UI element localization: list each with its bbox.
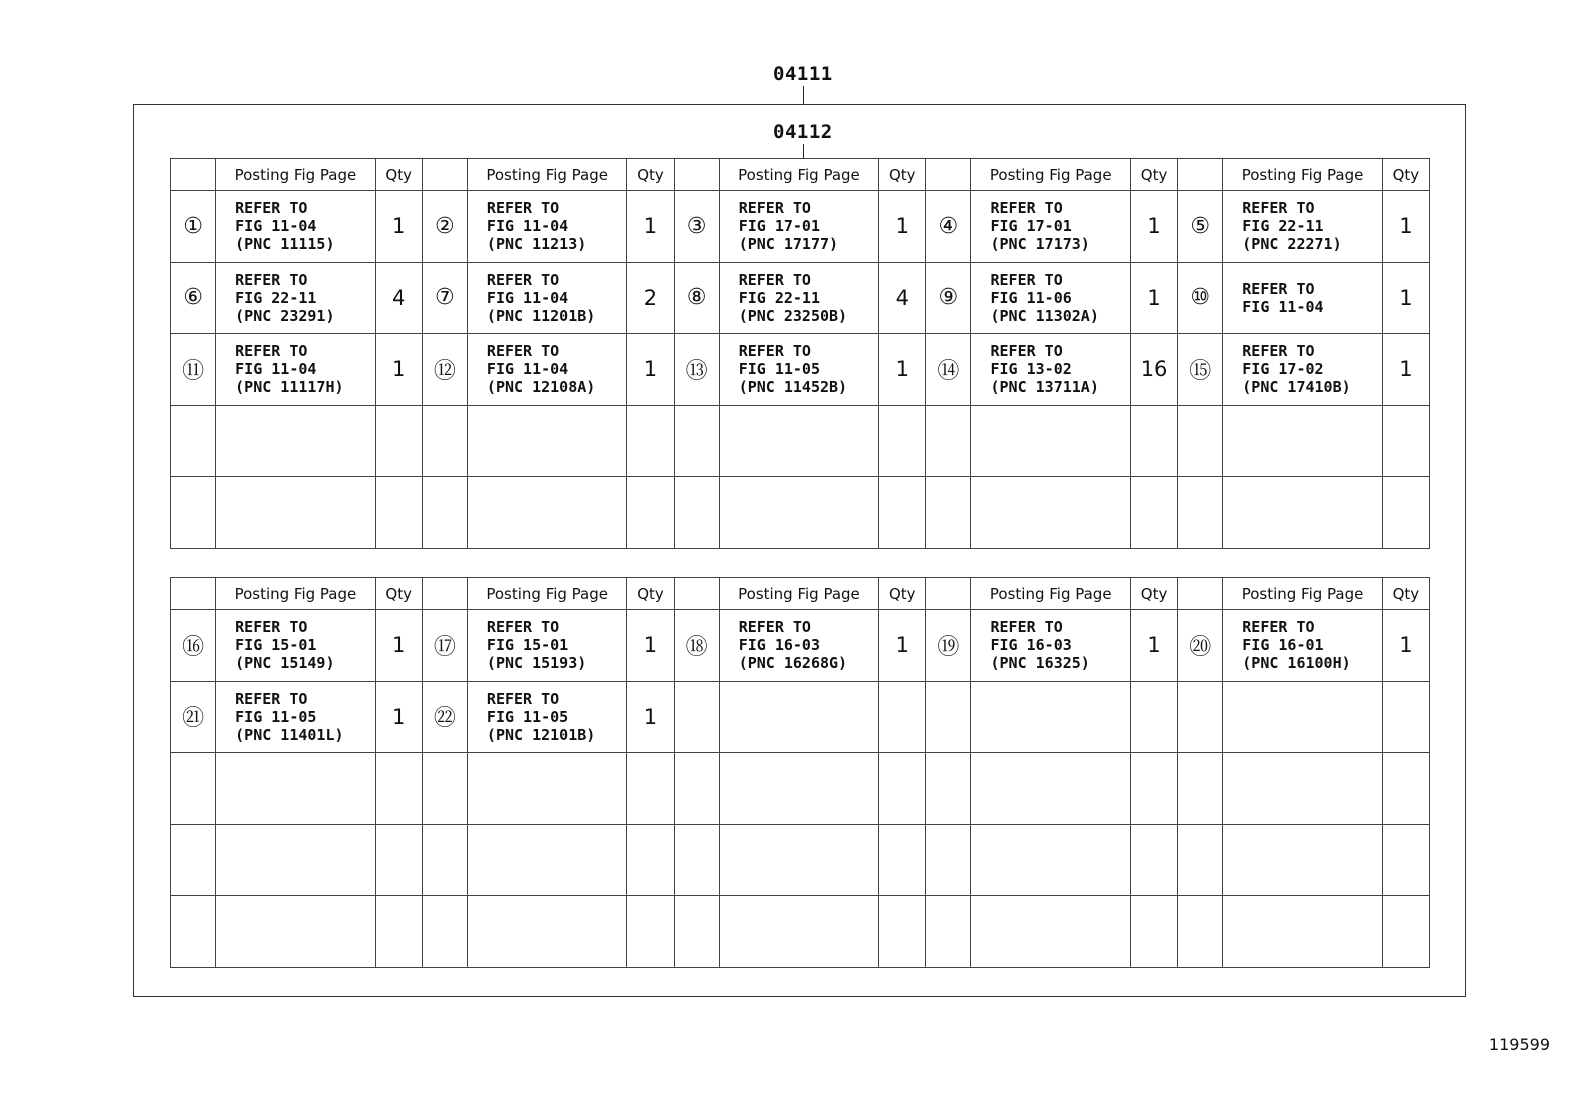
item-number: ⑰: [422, 610, 467, 682]
reference-line: (PNC 23250B): [738, 306, 848, 325]
item-qty: [1382, 753, 1429, 825]
posting-reference: [719, 191, 879, 263]
header-item-number: [171, 578, 216, 610]
reference-line: REFER TO: [1242, 342, 1315, 361]
table-row: [171, 405, 1430, 477]
posting-reference: [1223, 334, 1383, 406]
header-posting-fig-page: Posting Fig Page: [719, 159, 879, 191]
item-qty: 1: [879, 610, 926, 682]
reference-line: REFER TO: [235, 689, 308, 708]
parts-table-bottom: [170, 577, 1430, 968]
item-number: ③: [674, 191, 719, 263]
item-number: [674, 477, 719, 549]
reference-line: FIG 15-01: [235, 636, 317, 655]
item-qty: [627, 896, 674, 968]
item-number: ⑥: [171, 262, 216, 334]
item-qty: 1: [375, 610, 422, 682]
kit-label-outer: 04111: [773, 63, 833, 85]
header-qty: Qty: [1130, 159, 1177, 191]
posting-reference: [719, 262, 879, 334]
posting-reference: [719, 824, 879, 896]
item-qty: 1: [879, 334, 926, 406]
item-qty: 4: [375, 262, 422, 334]
header-qty: Qty: [879, 578, 926, 610]
item-qty: 1: [1130, 610, 1177, 682]
header-posting-fig-page: Posting Fig Page: [216, 159, 376, 191]
item-number: [422, 896, 467, 968]
reference-line: FIG 11-04: [235, 360, 317, 379]
item-number: [171, 753, 216, 825]
item-number: ㉒: [422, 681, 467, 753]
posting-reference: [467, 477, 627, 549]
reference-line: REFER TO: [990, 618, 1063, 637]
item-number: ⑳: [1178, 610, 1223, 682]
item-qty: 1: [879, 191, 926, 263]
item-number: ⑨: [926, 262, 971, 334]
item-qty: [1382, 896, 1429, 968]
item-qty: 1: [1130, 191, 1177, 263]
reference-line: REFER TO: [990, 270, 1063, 289]
posting-reference: [719, 610, 879, 682]
posting-reference: [971, 477, 1131, 549]
item-qty: 1: [1382, 262, 1429, 334]
item-number: [171, 405, 216, 477]
item-number: [674, 681, 719, 753]
posting-reference: [719, 681, 879, 753]
item-qty: [879, 753, 926, 825]
table-row: [171, 610, 1430, 682]
item-number: ⑪: [171, 334, 216, 406]
item-qty: [1382, 405, 1429, 477]
reference-line: FIG 11-04: [486, 217, 569, 236]
reference-line: (PNC 15149): [235, 654, 335, 673]
item-qty: [1130, 405, 1177, 477]
reference-line: (PNC 11302A): [990, 306, 1099, 325]
reference-line: (PNC 13711A): [990, 378, 1099, 397]
header-qty: Qty: [375, 159, 422, 191]
item-number: ⑲: [926, 610, 971, 682]
item-qty: [375, 824, 422, 896]
reference-line: FIG 22-11: [235, 288, 317, 307]
item-number: ⑮: [1178, 334, 1223, 406]
item-number: ⑦: [422, 262, 467, 334]
item-qty: 1: [1382, 191, 1429, 263]
reference-line: REFER TO: [1242, 279, 1315, 298]
item-qty: [1130, 824, 1177, 896]
posting-reference: [467, 681, 627, 753]
item-qty: [1382, 824, 1429, 896]
item-qty: 1: [375, 191, 422, 263]
item-number: [674, 896, 719, 968]
leader-line-outer: [803, 86, 804, 104]
posting-reference: [216, 753, 376, 825]
reference-line: REFER TO: [1242, 618, 1315, 637]
posting-reference: [1223, 681, 1383, 753]
posting-reference: [467, 824, 627, 896]
posting-reference: [216, 334, 376, 406]
posting-reference: [467, 753, 627, 825]
reference-line: (PNC 16325): [990, 654, 1090, 673]
reference-line: (PNC 12108A): [486, 378, 596, 397]
posting-reference: [971, 681, 1131, 753]
item-number: [171, 896, 216, 968]
posting-reference: [216, 610, 376, 682]
item-number: ㉑: [171, 681, 216, 753]
item-qty: 1: [627, 191, 674, 263]
header-posting-fig-page: Posting Fig Page: [1223, 159, 1383, 191]
posting-reference: [971, 753, 1131, 825]
reference-line: (PNC 17410B): [1242, 378, 1351, 397]
item-number: ⑧: [674, 262, 719, 334]
posting-reference: [467, 334, 627, 406]
item-qty: [879, 896, 926, 968]
item-number: [1178, 824, 1223, 896]
posting-reference: [467, 896, 627, 968]
item-number: [422, 753, 467, 825]
item-number: [674, 753, 719, 825]
item-number: [171, 477, 216, 549]
item-qty: 1: [627, 610, 674, 682]
item-qty: [879, 477, 926, 549]
reference-line: FIG 16-03: [738, 636, 820, 655]
posting-reference: [971, 405, 1131, 477]
posting-reference: [971, 334, 1131, 406]
item-number: ④: [926, 191, 971, 263]
leader-line-inner: [803, 144, 804, 158]
item-qty: [1130, 477, 1177, 549]
item-qty: 4: [879, 262, 926, 334]
reference-line: (PNC 11452B): [738, 378, 848, 397]
item-number: ②: [422, 191, 467, 263]
reference-line: FIG 13-02: [990, 360, 1072, 379]
header-item-number: [171, 159, 216, 191]
posting-reference: [1223, 610, 1383, 682]
reference-line: (PNC 15193): [486, 654, 587, 673]
item-number: [674, 824, 719, 896]
table-row: [171, 191, 1430, 263]
item-qty: 1: [1382, 334, 1429, 406]
item-qty: [879, 824, 926, 896]
posting-reference: [216, 405, 376, 477]
item-number: [926, 681, 971, 753]
table-row: [171, 334, 1430, 406]
reference-line: FIG 11-04: [486, 360, 569, 379]
reference-line: REFER TO: [235, 199, 308, 218]
posting-reference: [467, 262, 627, 334]
item-qty: [375, 896, 422, 968]
item-qty: [1382, 681, 1429, 753]
posting-reference: [971, 896, 1131, 968]
posting-reference: [1223, 477, 1383, 549]
item-number: ⑬: [674, 334, 719, 406]
posting-reference: [719, 896, 879, 968]
item-number: [926, 824, 971, 896]
reference-line: FIG 17-02: [1242, 360, 1324, 379]
header-item-number: [674, 578, 719, 610]
reference-line: REFER TO: [235, 342, 308, 361]
header-item-number: [926, 159, 971, 191]
reference-line: (PNC 17173): [990, 235, 1090, 254]
item-number: ⑤: [1178, 191, 1223, 263]
reference-line: FIG 11-04: [235, 217, 317, 236]
reference-line: (PNC 16268G): [738, 654, 848, 673]
reference-line: (PNC 16100H): [1242, 654, 1351, 673]
item-qty: 2: [627, 262, 674, 334]
item-number: [1178, 896, 1223, 968]
reference-line: (PNC 11201B): [486, 306, 596, 325]
header-posting-fig-page: Posting Fig Page: [467, 578, 627, 610]
posting-reference: [1223, 753, 1383, 825]
reference-line: FIG 11-04: [486, 288, 569, 307]
item-number: ⑩: [1178, 262, 1223, 334]
posting-reference: [467, 610, 627, 682]
item-qty: [627, 405, 674, 477]
item-qty: [1130, 753, 1177, 825]
reference-line: REFER TO: [235, 618, 308, 637]
item-number: ⑫: [422, 334, 467, 406]
item-number: ⑱: [674, 610, 719, 682]
header-qty: Qty: [375, 578, 422, 610]
posting-reference: [719, 405, 879, 477]
kit-label-inner: 04112: [773, 121, 833, 143]
posting-reference: [216, 681, 376, 753]
item-qty: [627, 753, 674, 825]
item-number: [926, 896, 971, 968]
item-number: [422, 405, 467, 477]
reference-line: FIG 22-11: [1242, 217, 1324, 236]
table-header-row: [171, 159, 1430, 191]
header-qty: Qty: [627, 159, 674, 191]
item-number: [1178, 753, 1223, 825]
table-row: [171, 896, 1430, 968]
header-item-number: [422, 578, 467, 610]
reference-line: REFER TO: [1242, 199, 1315, 218]
posting-reference: [719, 753, 879, 825]
posting-reference: [467, 405, 627, 477]
item-qty: 1: [627, 334, 674, 406]
reference-line: (PNC 12101B): [486, 725, 596, 744]
parts-table-top: [170, 158, 1430, 549]
reference-line: (PNC 23291): [235, 306, 335, 325]
reference-line: (PNC 11115): [235, 235, 335, 254]
posting-reference: [971, 191, 1131, 263]
posting-reference: [216, 824, 376, 896]
item-number: ①: [171, 191, 216, 263]
reference-line: REFER TO: [486, 270, 560, 289]
posting-reference: [1223, 191, 1383, 263]
reference-line: REFER TO: [486, 618, 560, 637]
table-row: [171, 681, 1430, 753]
item-qty: [1130, 681, 1177, 753]
reference-line: REFER TO: [486, 689, 560, 708]
reference-line: FIG 16-03: [990, 636, 1072, 655]
posting-reference: [467, 191, 627, 263]
reference-line: FIG 15-01: [486, 636, 569, 655]
header-posting-fig-page: Posting Fig Page: [971, 578, 1131, 610]
item-qty: [627, 824, 674, 896]
reference-line: FIG 22-11: [738, 288, 820, 307]
posting-reference: [1223, 896, 1383, 968]
item-number: [926, 753, 971, 825]
reference-line: FIG 17-01: [990, 217, 1072, 236]
table-row: [171, 753, 1430, 825]
item-number: [926, 405, 971, 477]
reference-line: FIG 11-04: [1242, 297, 1324, 316]
reference-line: FIG 17-01: [738, 217, 820, 236]
header-item-number: [926, 578, 971, 610]
reference-line: REFER TO: [990, 342, 1063, 361]
header-qty: Qty: [1130, 578, 1177, 610]
reference-line: FIG 16-01: [1242, 636, 1324, 655]
image-id: 119599: [1488, 1035, 1550, 1054]
header-item-number: [1178, 578, 1223, 610]
item-number: ⑯: [171, 610, 216, 682]
item-qty: 1: [1130, 262, 1177, 334]
posting-reference: [971, 262, 1131, 334]
item-qty: 1: [375, 334, 422, 406]
item-qty: 16: [1130, 334, 1177, 406]
item-qty: [627, 477, 674, 549]
reference-line: FIG 11-05: [235, 707, 317, 726]
reference-line: REFER TO: [738, 342, 811, 361]
reference-line: (PNC 11401L): [235, 725, 344, 744]
reference-line: REFER TO: [486, 199, 560, 218]
item-number: [171, 824, 216, 896]
table-row: [171, 262, 1430, 334]
table-row: [171, 477, 1430, 549]
reference-line: REFER TO: [738, 270, 811, 289]
item-qty: 1: [1382, 610, 1429, 682]
item-qty: 1: [627, 681, 674, 753]
posting-reference: [1223, 262, 1383, 334]
header-item-number: [1178, 159, 1223, 191]
reference-line: FIG 11-06: [990, 288, 1072, 307]
item-qty: [375, 753, 422, 825]
item-number: [422, 824, 467, 896]
reference-line: (PNC 11213): [486, 235, 587, 254]
header-qty: Qty: [879, 159, 926, 191]
item-number: [674, 405, 719, 477]
header-item-number: [674, 159, 719, 191]
header-posting-fig-page: Posting Fig Page: [719, 578, 879, 610]
reference-line: REFER TO: [738, 618, 811, 637]
header-qty: Qty: [627, 578, 674, 610]
item-qty: [879, 405, 926, 477]
table-row: [171, 824, 1430, 896]
reference-line: REFER TO: [235, 270, 308, 289]
reference-line: (PNC 17177): [738, 235, 839, 254]
posting-reference: [216, 191, 376, 263]
reference-line: (PNC 22271): [1242, 235, 1342, 254]
item-number: [1178, 477, 1223, 549]
header-posting-fig-page: Posting Fig Page: [1223, 578, 1383, 610]
posting-reference: [971, 610, 1131, 682]
item-number: [926, 477, 971, 549]
item-qty: [1382, 477, 1429, 549]
reference-line: (PNC 11117H): [235, 378, 344, 397]
posting-reference: [1223, 405, 1383, 477]
reference-line: REFER TO: [738, 199, 811, 218]
header-qty: Qty: [1382, 159, 1429, 191]
posting-reference: [1223, 824, 1383, 896]
item-qty: [375, 477, 422, 549]
reference-line: REFER TO: [486, 342, 560, 361]
posting-reference: [216, 896, 376, 968]
header-posting-fig-page: Posting Fig Page: [971, 159, 1131, 191]
posting-reference: [216, 262, 376, 334]
header-posting-fig-page: Posting Fig Page: [467, 159, 627, 191]
header-qty: Qty: [1382, 578, 1429, 610]
item-qty: 1: [375, 681, 422, 753]
reference-line: FIG 11-05: [486, 707, 569, 726]
item-number: [1178, 681, 1223, 753]
posting-reference: [216, 477, 376, 549]
reference-line: FIG 11-05: [738, 360, 820, 379]
reference-line: REFER TO: [990, 199, 1063, 218]
posting-reference: [719, 334, 879, 406]
item-qty: [879, 681, 926, 753]
item-qty: [375, 405, 422, 477]
posting-reference: [971, 824, 1131, 896]
item-qty: [1130, 896, 1177, 968]
posting-reference: [719, 477, 879, 549]
item-number: ⑭: [926, 334, 971, 406]
header-item-number: [422, 159, 467, 191]
table-header-row: [171, 578, 1430, 610]
item-number: [1178, 405, 1223, 477]
header-posting-fig-page: Posting Fig Page: [216, 578, 376, 610]
item-number: [422, 477, 467, 549]
